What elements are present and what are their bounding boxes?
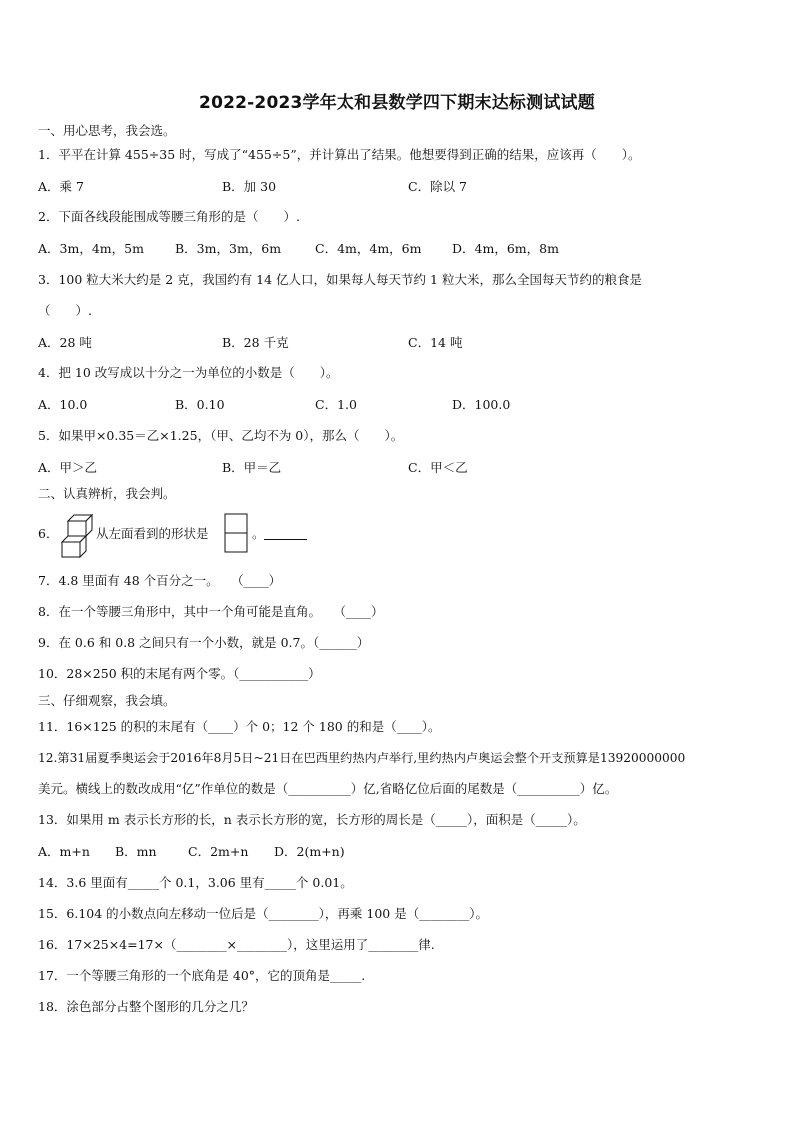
q13-option-d: D．2(m+n)	[274, 844, 345, 859]
question-8: 8．在一个等腰三角形中，其中一个角可能是直角。 （____）	[38, 604, 384, 619]
question-14: 14．3.6 里面有_____个 0.1，3.06 里有_____个 0.01。	[38, 875, 353, 890]
q4-option-d: D．100.0	[452, 397, 511, 412]
question-13-stem: 13．如果用 m 表示长方形的长，n 表示长方形的宽，长方形的周长是（_____），面积是（_____）。	[38, 812, 586, 827]
question-15: 15．6.104 的小数点向左移动一位后是（________），再乘 100 是（________）。	[38, 906, 488, 921]
section-heading-2: 二、认真辨析，我会判。	[38, 486, 176, 501]
question-3-stem-line1: 3．100 粒大米大约是 2 克，我国约有 14 亿人口，如果每人每天节约 1 粒大米，那么全国每天节约的粮食是	[38, 272, 642, 287]
q13-option-b: B．mn	[115, 844, 157, 859]
q6-answer-blank[interactable]	[264, 527, 307, 540]
q2-option-b: B．3m，3m，6m	[175, 241, 282, 256]
q1-option-b: B．加 30	[222, 179, 277, 194]
section-heading-1: 一、用心思考，我会选。	[38, 123, 176, 138]
q2-option-c: C．4m，4m，6m	[315, 241, 422, 256]
q5-option-a: A．甲＞乙	[38, 460, 98, 475]
q1-option-c: C．除以 7	[408, 179, 467, 194]
q5-option-b: B．甲＝乙	[222, 460, 282, 475]
question-2-stem: 2．下面各线段能围成等腰三角形的是（ ）.	[38, 209, 300, 224]
q4-option-a: A．10.0	[38, 397, 88, 412]
q2-option-a: A．3m，4m，5m	[38, 241, 144, 256]
question-5-stem: 5．如果甲×0.35＝乙×1.25，（甲、乙均不为 0），那么（ ）。	[38, 428, 404, 443]
question-17: 17．一个等腰三角形的一个底角是 40°，它的顶角是_____.	[38, 968, 366, 983]
question-1-stem: 1．平平在计算 455÷35 时，写成了“455÷5”，并计算出了结果。他想要得到正确的结果，应该再（ ）。	[38, 147, 641, 162]
left-view-figure	[224, 513, 248, 553]
q3-option-b: B．28 千克	[222, 335, 289, 350]
q6-end: 。	[252, 526, 265, 541]
q6-text: 从左面看到的形状是	[96, 526, 209, 541]
question-3-stem-line2: （ ）.	[38, 303, 92, 318]
q13-option-a: A．m+n	[38, 844, 90, 859]
q4-option-c: C．1.0	[315, 397, 357, 412]
q13-option-c: C．2m+n	[188, 844, 249, 859]
question-10: 10．28×250 积的末尾有两个零。（___________）	[38, 666, 321, 681]
page-title: 2022-2023学年太和县数学四下期末达标测试试题	[199, 93, 595, 113]
q2-option-d: D．4m，6m，8m	[452, 241, 559, 256]
question-16: 16．17×25×4=17×（________×________），这里运用了________律.	[38, 937, 435, 952]
question-12-line1: 12.第31届夏季奥运会于2016年8月5日~21日在巴西里约热内卢举行,里约热内卢奥运会整个开支预算是13920000000	[38, 751, 686, 765]
question-9: 9．在 0.6 和 0.8 之间只有一个小数，就是 0.7。（______）	[38, 635, 370, 650]
question-11: 11．16×125 的积的末尾有（____）个 0；12 个 180 的和是（____）。	[38, 719, 441, 734]
q1-option-a: A．乘 7	[38, 179, 84, 194]
question-18: 18．涂色部分占整个图形的几分之几？	[38, 999, 254, 1014]
question-12-line2: 美元。横线上的数改成用“亿”作单位的数是（__________）亿,省略亿位后面的尾数是（__________）亿。	[38, 781, 618, 796]
question-4-stem: 4．把 10 改写成以十分之一为单位的小数是（ ）。	[38, 365, 339, 380]
q5-option-c: C．甲＜乙	[408, 460, 468, 475]
question-7: 7．4.8 里面有 48 个百分之一。 （____）	[38, 573, 282, 588]
q3-option-a: A．28 吨	[38, 335, 92, 350]
section-heading-3: 三、仔细观察，我会填。	[38, 693, 176, 708]
q3-option-c: C．14 吨	[408, 335, 463, 350]
q6-number: 6．	[38, 526, 59, 541]
q4-option-b: B．0.10	[175, 397, 225, 412]
stacked-cubes-figure	[60, 512, 94, 558]
